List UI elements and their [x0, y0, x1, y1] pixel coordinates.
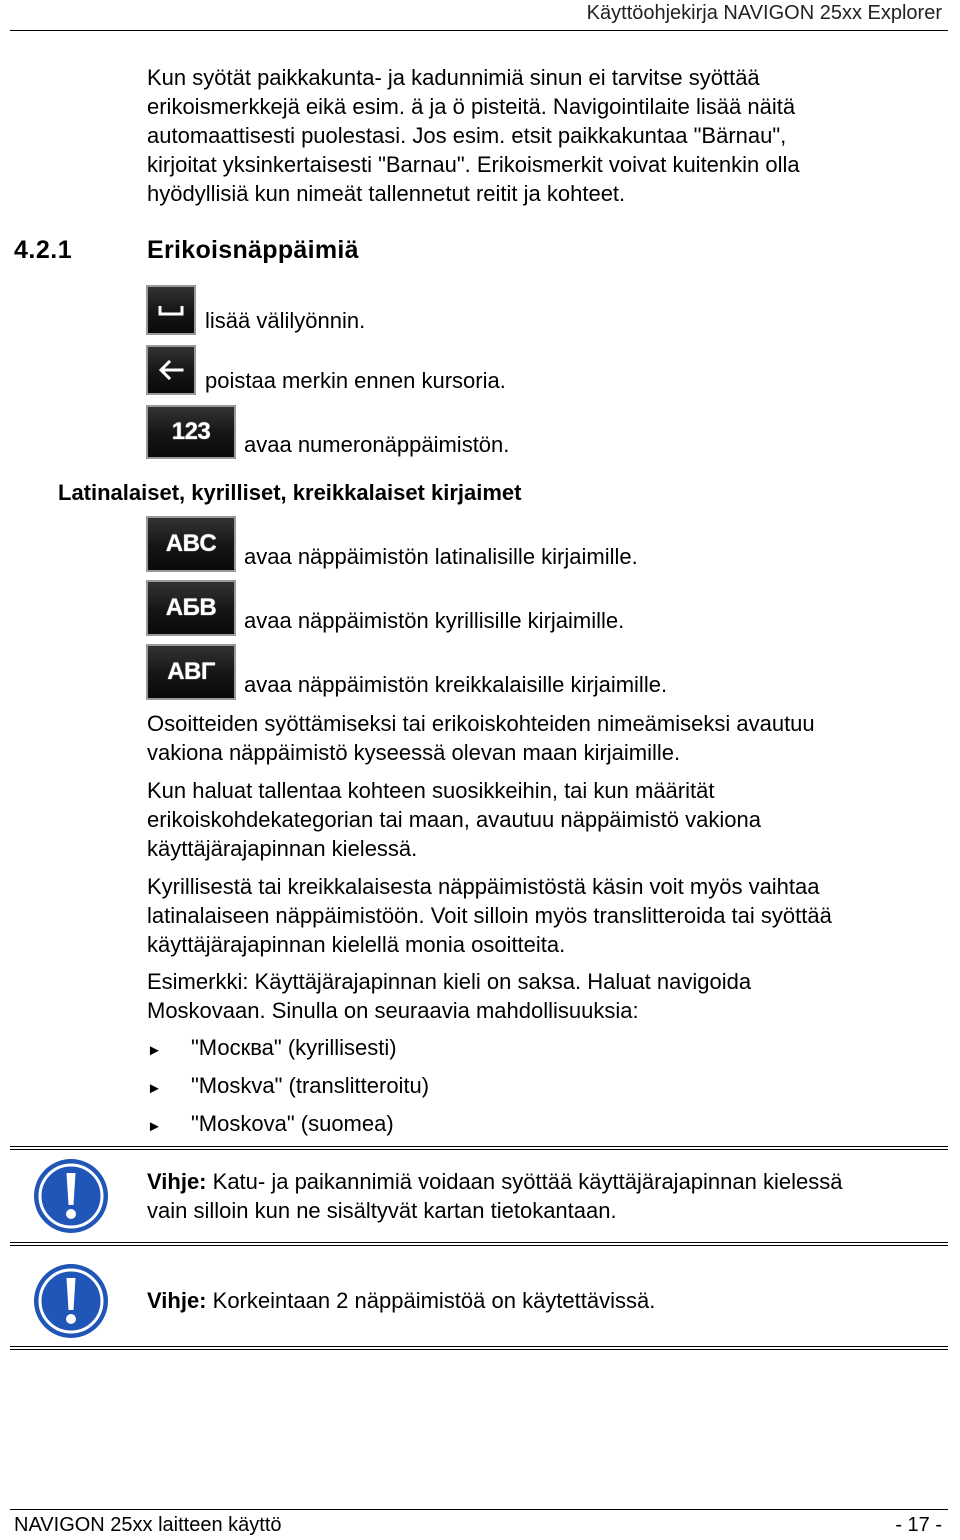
intro-line: hyödyllisiä kun nimeät tallennetut reitit ja kohteet. [147, 181, 626, 206]
paragraph-line: Osoitteiden syöttämiseksi tai erikoiskohteiden nimeämiseksi avautuu [147, 711, 815, 736]
bullet-arrow-icon: ► [147, 1118, 162, 1135]
latin-keyboard-key-icon [146, 516, 236, 572]
cyrillic-key-caption: АБВ [165, 594, 217, 621]
numeric-key-icon [146, 405, 236, 459]
list-item: "Moskva" (translitteroitu) [191, 1073, 430, 1098]
latin-key-description: avaa näppäimistön latinalisille kirjaimille. [244, 544, 638, 569]
paragraph-line: latinalaiseen näppäimistöön. Voit silloin myös translitteroida tai syöttää [147, 903, 832, 928]
note-line [147, 1167, 947, 1196]
paragraph-line: Kyrillisestä tai kreikkalaisesta näppäimistöstä käsin voit myös vaihtaa [147, 874, 820, 899]
backspace-key-description: poistaa merkin ennen kursoria. [205, 368, 506, 393]
numeric-key-caption: 123 [171, 418, 211, 445]
paragraph-transliteration [147, 872, 937, 959]
paragraph-default-keyboard [147, 709, 937, 767]
page-number: - 17 - [895, 1514, 942, 1536]
note-text [147, 1167, 947, 1225]
list-item: "Moskova" (suomea) [191, 1111, 394, 1136]
note-label: Vihje: [147, 1169, 207, 1194]
intro-line: erikoismerkkejä eikä esim. ä ja ö pisteitä. Navigointilaite lisää näitä [147, 94, 796, 119]
note-line: vain silloin kun ne sisältyvät kartan tietokantaan. [147, 1198, 617, 1223]
note-label: Vihje: [147, 1288, 207, 1313]
footer-rule [10, 1509, 948, 1510]
note-top-rule [10, 1146, 948, 1150]
bullet-arrow-icon: ► [147, 1042, 162, 1059]
intro-line: automaattisesti puolestasi. Jos esim. etsit paikkakuntaa "Bärnau", [147, 123, 787, 148]
list-item: "Москва" (kyrillisesti) [191, 1035, 397, 1060]
note-line-text: Katu- ja paikannimiä voidaan syöttää käyttäjärajapinnan kielessä [212, 1169, 843, 1194]
paragraph-line: Esimerkki: Käyttäjärajapinnan kieli on saksa. Haluat navigoida [147, 969, 752, 994]
section-number: 4.2.1 [14, 236, 73, 264]
intro-line: Kun syötät paikkakunta- ja kadunnimiä sinun ei tarvitse syöttää [147, 65, 760, 90]
header-rule [10, 30, 948, 31]
document-header-title: Käyttöohjekirja NAVIGON 25xx Explorer [586, 2, 942, 24]
bullet-arrow-icon: ► [147, 1080, 162, 1097]
paragraph-line: käyttäjärajapinnan kielellä monia osoitteita. [147, 932, 566, 957]
note-bottom-rule [10, 1346, 948, 1350]
intro-paragraph [147, 63, 937, 208]
greek-keyboard-key-icon [146, 644, 236, 700]
paragraph-line: erikoiskohdekategorian tai maan, avautuu näppäimistö vakiona [147, 807, 761, 832]
numeric-key-description: avaa numeronäppäimistön. [244, 432, 510, 457]
exclamation-icon [32, 1262, 110, 1340]
alphabet-subheading: Latinalaiset, kyrilliset, kreikkalaiset kirjaimet [58, 480, 522, 505]
paragraph-line: vakiona näppäimistö kyseessä olevan maan kirjaimille. [147, 740, 681, 765]
cyrillic-key-description: avaa näppäimistön kyrillisille kirjaimille. [244, 608, 625, 633]
note-text [147, 1286, 947, 1315]
note-bottom-rule [10, 1242, 948, 1246]
greek-key-caption: ΑΒΓ [167, 658, 215, 685]
paragraph-favorites-keyboard [147, 776, 937, 863]
greek-key-description: avaa näppäimistön kreikkalaisille kirjaimille. [244, 672, 668, 697]
latin-key-caption: ABC [165, 530, 217, 557]
section-title: Erikoisnäppäimiä [147, 236, 359, 264]
space-key-icon [146, 285, 196, 335]
intro-line: kirjoitat yksinkertaisesti "Barnau". Erikoismerkit voivat kuitenkin olla [147, 152, 800, 177]
footer-chapter-title: NAVIGON 25xx laitteen käyttö [14, 1514, 282, 1536]
paragraph-example [147, 967, 937, 1025]
paragraph-line: Kun haluat tallentaa kohteen suosikkeihin, tai kun määrität [147, 778, 715, 803]
exclamation-icon [32, 1157, 110, 1235]
paragraph-line: käyttäjärajapinnan kielessä. [147, 836, 418, 861]
cyrillic-keyboard-key-icon [146, 580, 236, 636]
backspace-key-icon [146, 345, 196, 395]
paragraph-line: Moskovaan. Sinulla on seuraavia mahdollisuuksia: [147, 998, 639, 1023]
space-key-description: lisää välilyönnin. [205, 308, 366, 333]
note-line-text: Korkeintaan 2 näppäimistöä on käytettävissä. [212, 1288, 656, 1313]
note-line [147, 1286, 947, 1315]
